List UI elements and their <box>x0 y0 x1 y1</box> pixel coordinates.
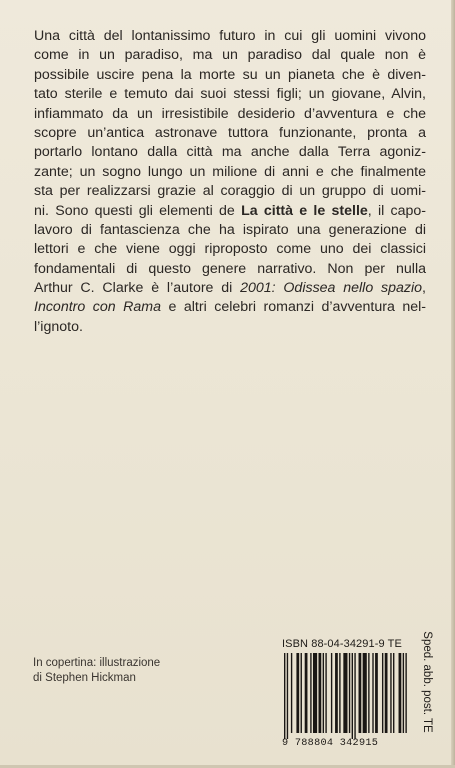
barcode-bar <box>363 653 367 733</box>
barcode-bar <box>284 653 285 739</box>
cover-illustration-credit <box>33 656 160 686</box>
barcode-bar <box>372 653 373 733</box>
barcode-bar <box>301 653 302 733</box>
blurb-text-segment: , il capo- <box>367 202 427 219</box>
barcode-bar <box>319 653 322 733</box>
postal-notice-text: Sped. abb. post. TE <box>421 631 433 733</box>
blurb-line: fondamentali di questo genere narrativo. Non per nulla <box>34 260 426 277</box>
barcode-bar <box>382 653 383 733</box>
ean-digits: 9 788804 342915 <box>282 738 379 749</box>
barcode-bar <box>310 653 311 733</box>
blurb-line: portarlo lontano dalla città ma anche dalla Terra agoniz- <box>34 144 426 161</box>
blurb-line: Una città del lontanissimo futuro in cui gli uomini vivono <box>34 28 426 44</box>
blurb-line <box>34 298 426 317</box>
barcode-bar <box>291 653 292 733</box>
barcode-bar <box>296 653 299 733</box>
blurb-line: lavoro di fantascienza che ha ispirato una generazione di <box>34 221 426 238</box>
blurb-line: come in un paradiso, ma un paradiso dal quale non è <box>34 47 426 64</box>
barcode-bar <box>403 653 404 733</box>
barcode-bars <box>282 653 408 739</box>
credit-line: di Stephen Hickman <box>33 672 136 684</box>
isbn-barcode <box>282 638 408 754</box>
referenced-title: Incontro con Rama <box>34 299 161 316</box>
barcode-bar <box>399 653 402 733</box>
barcode-bar <box>375 653 378 733</box>
barcode-bar <box>354 653 355 739</box>
postal-notice <box>418 612 436 752</box>
barcode-bar <box>349 653 350 733</box>
barcode-bar <box>313 653 317 733</box>
cover-edge <box>451 0 455 768</box>
blurb-text-segment: e altri celebri romanzi d’avventura nel- <box>160 299 426 316</box>
barcode-bar <box>305 653 308 733</box>
barcode-bar <box>352 653 353 739</box>
barcode-bar <box>287 653 288 739</box>
barcode-bar <box>343 653 347 733</box>
referenced-title: 2001: Odissea nello spazio <box>240 280 423 297</box>
barcode-bar <box>385 653 388 733</box>
barcode-bar <box>331 653 332 733</box>
barcode-bar <box>368 653 369 733</box>
isbn-number: ISBN 88-04-34291-9 TE <box>282 638 402 650</box>
blurb-text-segment: , <box>422 280 426 297</box>
blurb-line: lettori e che viene oggi riproposto come uno dei classici <box>34 241 426 258</box>
blurb-line: l’ignoto. <box>34 318 83 335</box>
barcode-bar <box>323 653 324 733</box>
barcode-bar <box>393 653 394 733</box>
blurb-line: sta per realizzarsi grazie al coraggio di un gruppo di uomi- <box>34 183 426 200</box>
blurb-line: infiammato da un irresistibile desiderio d’avventura e che <box>34 105 426 122</box>
barcode-bar <box>335 653 338 733</box>
book-title: La città e le stelle <box>241 202 368 219</box>
blurb-line: possibile uscire pena la morte su un pianeta che è diven- <box>34 66 426 83</box>
credit-line: In copertina: illustrazione <box>33 657 161 669</box>
barcode-bar <box>325 653 326 733</box>
blurb-line: zante; un sogno lungo un milione di anni e che finalmente <box>34 163 426 180</box>
blurb-text-segment: ni. Sono questi gli elementi de <box>34 202 242 219</box>
barcode-bar <box>390 653 391 733</box>
barcode-bar <box>339 653 340 733</box>
barcode-bar <box>359 653 362 733</box>
barcode-bar <box>405 653 406 733</box>
blurb-text <box>34 27 426 337</box>
blurb-line: scopre un’antica astronave tuttora funzionante, pronta a <box>34 124 426 141</box>
blurb-line <box>34 202 426 221</box>
blurb-line <box>34 279 426 298</box>
blurb-text-segment: Arthur C. Clarke è l’autore di <box>34 280 241 297</box>
blurb-line: tato sterile e temuto dai suoi stessi figli; un giovane, Alvin, <box>34 86 426 103</box>
